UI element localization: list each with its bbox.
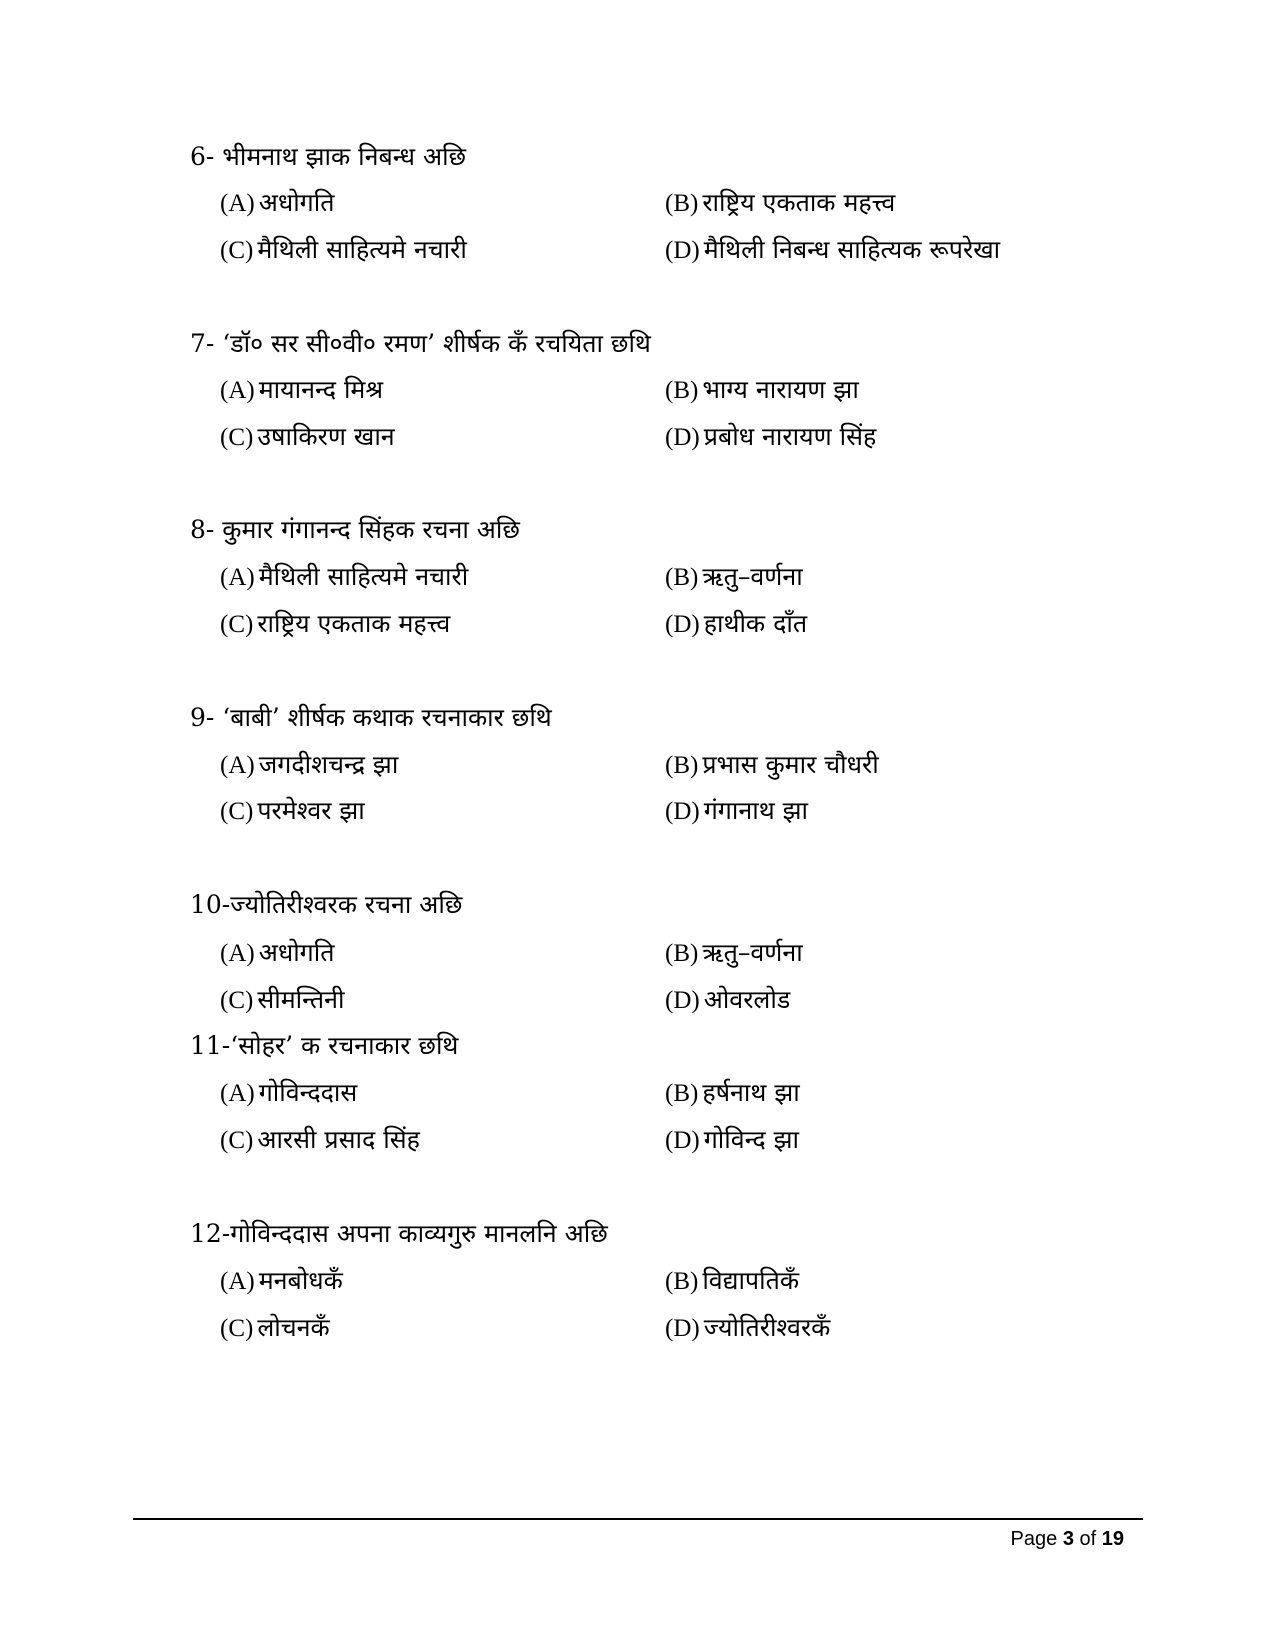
option-d: (D) ओवरलोड	[665, 985, 791, 1014]
option-c: (C) आरसी प्रसाद सिंह	[220, 1125, 420, 1154]
question-6: 6- भीमनाथ झाक निबन्ध अछि	[190, 142, 467, 171]
question-9: 9- ‘बाबी’ शीर्षक कथाक रचनाकार छथि	[190, 703, 552, 732]
option-b: (B) विद्यापतिकँ	[665, 1266, 800, 1295]
question-11: 11-‘सोहर’ क रचनाकार छथि	[190, 1031, 459, 1060]
option-a: (A) अधोगति	[220, 938, 335, 967]
option-b: (B) ऋतु–वर्णना	[665, 562, 803, 591]
question-12: 12-गोविन्ददास अपना काव्यगुरु मानलनि अछि	[190, 1219, 608, 1248]
option-a: (A) मैथिली साहित्यमे नचारी	[220, 562, 469, 591]
option-b: (B) प्रभास कुमार चौधरी	[665, 750, 879, 779]
option-d: (D) ज्योतिरीश्वरकँ	[665, 1313, 831, 1342]
question-8: 8- कुमार गंगानन्द सिंहक रचना अछि	[190, 515, 520, 544]
option-b: (B) राष्ट्रिय एकताक महत्त्व	[665, 188, 896, 217]
option-d: (D) हाथीक दाँत	[665, 609, 808, 638]
question-10: 10-ज्योतिरीश्वरक रचना अछि	[190, 890, 463, 919]
option-c: (C) लोचनकँ	[220, 1313, 330, 1342]
option-a: (A) मायानन्द मिश्र	[220, 375, 384, 404]
option-d: (D) प्रबोध नारायण सिंह	[665, 422, 877, 451]
footer-divider	[133, 1518, 1143, 1520]
option-c: (C) मैथिली साहित्यमे नचारी	[220, 235, 467, 264]
option-c: (C) उषाकिरण खान	[220, 422, 395, 451]
option-c: (C) सीमन्तिनी	[220, 985, 345, 1014]
option-d: (D) गंगानाथ झा	[665, 796, 808, 825]
option-a: (A) अधोगति	[220, 188, 335, 217]
option-b: (B) भाग्य नारायण झा	[665, 375, 859, 404]
option-a: (A) मनबोधकँ	[220, 1266, 343, 1295]
question-7: 7- ‘डॉ० सर सी०वी० रमण’ शीर्षक कँ रचयिता छथि	[190, 329, 651, 358]
option-d: (D) गोविन्द झा	[665, 1125, 799, 1154]
option-c: (C) परमेश्वर झा	[220, 796, 365, 825]
option-d: (D) मैथिली निबन्ध साहित्यक रूपरेखा	[665, 235, 1001, 264]
option-b: (B) हर्षनाथ झा	[665, 1078, 800, 1107]
option-a: (A) जगदीशचन्द्र झा	[220, 750, 399, 779]
page-number: Page 3 of 19	[1010, 1528, 1124, 1550]
option-c: (C) राष्ट्रिय एकताक महत्त्व	[220, 609, 451, 638]
option-a: (A) गोविन्ददास	[220, 1078, 358, 1107]
option-b: (B) ऋतु–वर्णना	[665, 938, 803, 967]
